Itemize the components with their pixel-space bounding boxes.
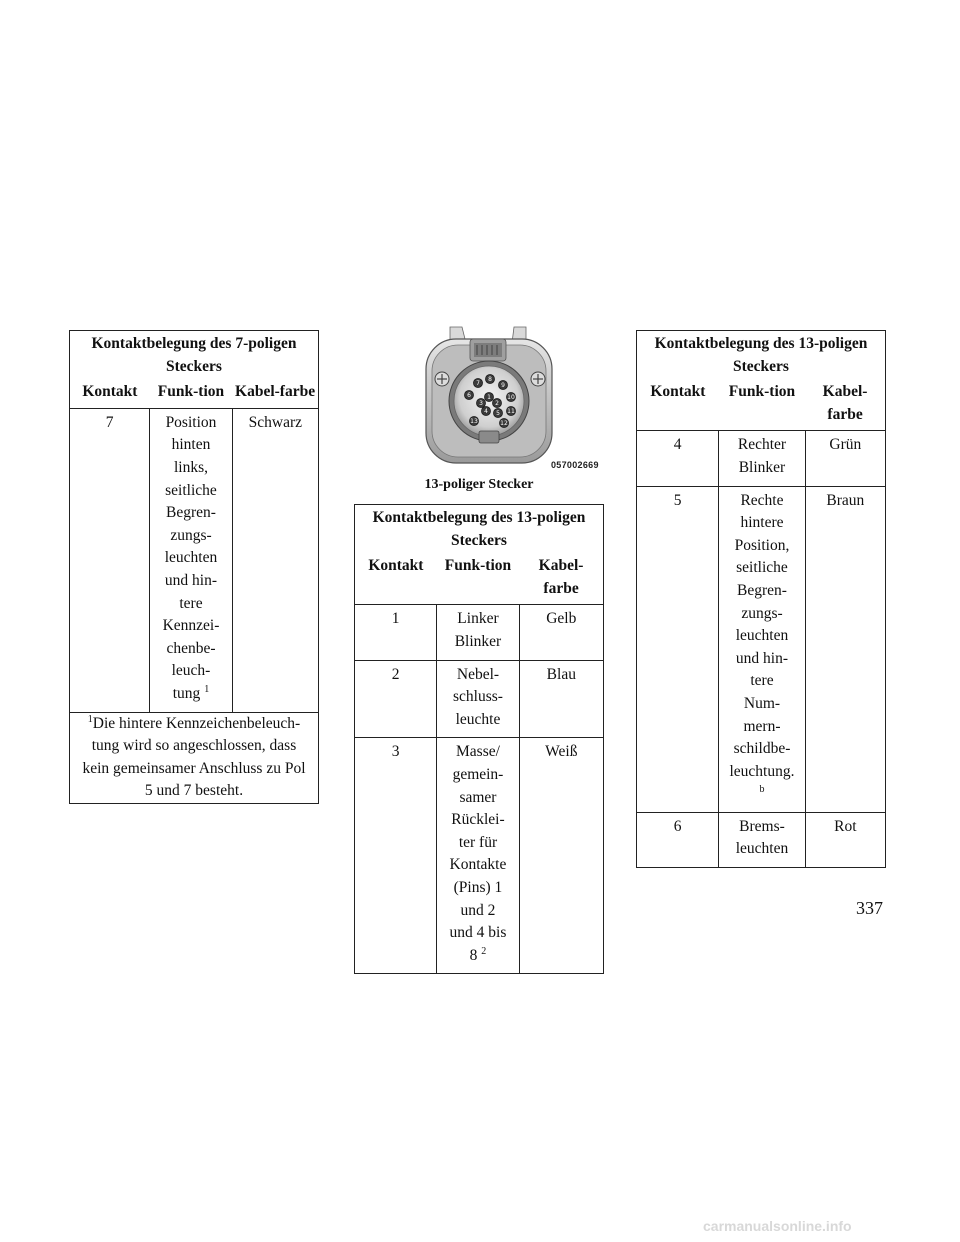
cell-farbe: Grün [805, 431, 885, 486]
connector-pin-label: 9 [501, 382, 505, 390]
table-row [355, 660, 604, 738]
table-row [70, 408, 319, 712]
connector-pin-label: 7 [476, 380, 480, 388]
connector-pin-label: 3 [479, 400, 483, 408]
table-row [355, 605, 604, 660]
table-13pin-a [354, 504, 604, 974]
footnote-marker: 2 [481, 945, 487, 957]
table-row [637, 812, 886, 867]
cell-kontakt: 2 [355, 660, 437, 738]
cell-farbe: Blau [519, 660, 603, 738]
header-kontakt: Kontakt [650, 383, 706, 401]
cell-funktion: Rechte hintere Position, seitliche Begren- zungs- leuchten und hin- tere Num- mern- schildbe- leuchtung. $^b$ [719, 486, 805, 812]
connector-pin-label: 13 [470, 418, 478, 426]
cell-funktion: Brems- leuchten [719, 812, 805, 867]
figure-id: 057002669 [551, 460, 599, 470]
connector-pin-label: 1 [487, 394, 491, 402]
header-funktion: Funk-tion [157, 383, 225, 401]
cell-farbe: Braun [805, 486, 885, 812]
header-funktion: Funk-tion [444, 557, 512, 575]
connector-pin-label: 8 [488, 376, 492, 384]
cell-funktion: Masse/ gemein- samer Rücklei- ter für Kontakte (Pins) 1 und 2 und 4 bis 8 $^2$ [437, 738, 519, 974]
watermark: carmanualsonline.info [703, 1218, 852, 1234]
header-funktion: Funk-tion [728, 383, 796, 401]
table-title: Kontaktbelegung des 13-poligen Steckers [372, 509, 586, 549]
connector-pin-label: 10 [507, 394, 515, 402]
header-kontakt: Kontakt [82, 383, 138, 401]
table-7pin [69, 330, 319, 804]
cell-kontakt: 4 [637, 431, 719, 486]
cell-farbe: Rot [805, 812, 885, 867]
connector-pin-label: 2 [495, 400, 499, 408]
footnote: $^1$Die hintere Kennzeichenbeleuch- tung wird so angeschlossen, dass kein gemeinsamer Anschluss zu Pol 5 und 7 besteht. [70, 712, 319, 803]
table-row [355, 738, 604, 974]
connector-pin-label: 4 [484, 408, 488, 416]
footnote-marker: 1 [204, 683, 210, 695]
cell-kontakt: 7 [70, 408, 150, 712]
connector-pin-label: 6 [467, 392, 471, 400]
cell-funktion: Position hinten links, seitliche Begren- zungs- leuchten und hin- tere Kennzei- chenbe- leuch- tung $^1$ [150, 408, 232, 712]
footnote-marker: 1 [87, 713, 93, 725]
header-farbe: Kabel-farbe [235, 383, 316, 401]
page-number: 337 [856, 898, 883, 918]
table-row [637, 486, 886, 812]
header-farbe: Kabel-farbe [822, 383, 868, 423]
header-farbe: Kabel-farbe [538, 557, 584, 597]
cell-kontakt: 1 [355, 605, 437, 660]
cell-farbe: Weiß [519, 738, 603, 974]
figure-caption: 13-poliger Stecker [424, 477, 534, 492]
connector-pin-label: 5 [496, 410, 500, 418]
table-row [637, 431, 886, 486]
cell-kontakt: 6 [637, 812, 719, 867]
footnote-marker: b [759, 784, 765, 796]
table-13pin-b [636, 330, 886, 868]
cell-farbe: Gelb [519, 605, 603, 660]
cell-funktion: Linker Blinker [437, 605, 519, 660]
connector-pin-label: 11 [507, 408, 515, 416]
table-title: Kontaktbelegung des 7-poligen Steckers [91, 335, 297, 375]
connector-13pin-image [422, 325, 602, 475]
table-title: Kontaktbelegung des 13-poligen Steckers [654, 335, 868, 375]
cell-kontakt: 3 [355, 738, 437, 974]
cell-farbe: Schwarz [232, 408, 318, 712]
header-kontakt: Kontakt [368, 557, 424, 575]
cell-kontakt: 5 [637, 486, 719, 812]
cell-funktion: Rechter Blinker [719, 431, 805, 486]
cell-funktion: Nebel- schluss- leuchte [437, 660, 519, 738]
connector-pin-label: 12 [500, 420, 508, 428]
